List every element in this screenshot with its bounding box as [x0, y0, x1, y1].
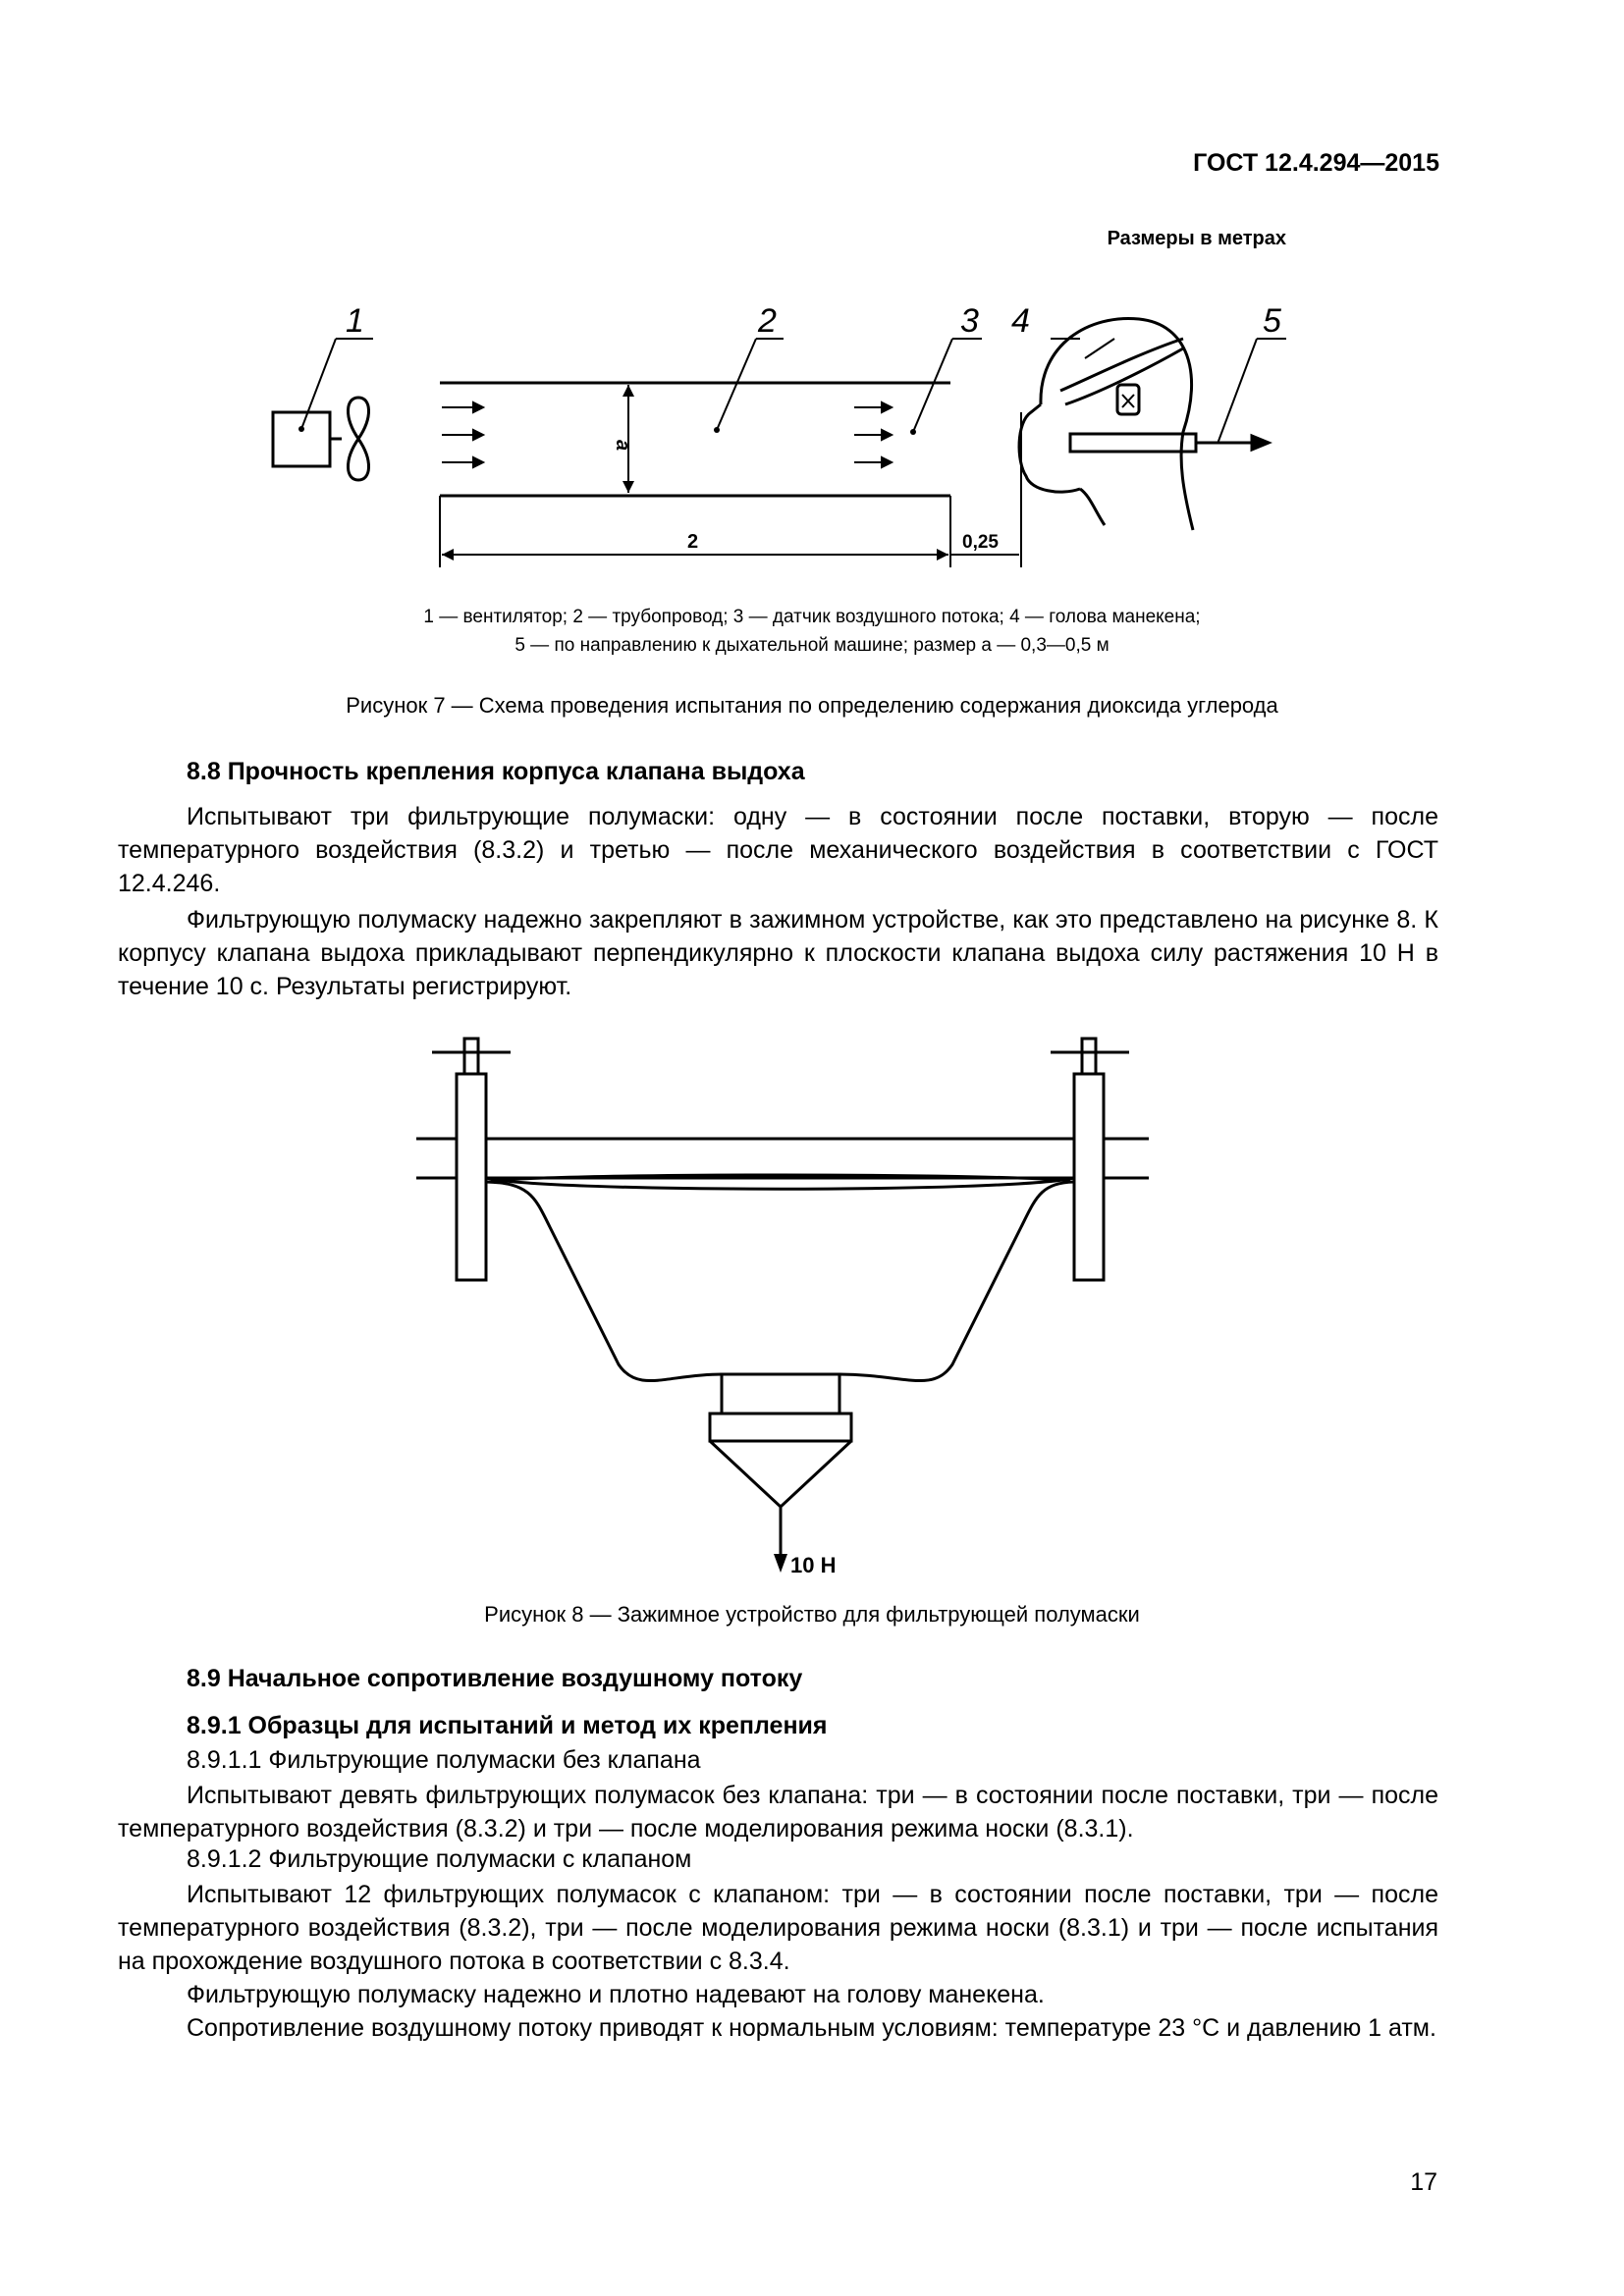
normalization-paragraph: Сопротивление воздушному потоку приводят к нормальным условиям: температуре 23 °С и давлению 1 атм.	[187, 2014, 1436, 2042]
figure-8-diagram	[393, 1021, 1178, 1580]
mask-body	[486, 1182, 722, 1381]
callout-5: 5	[1263, 302, 1281, 340]
dimension-a-label: a	[612, 440, 633, 452]
callout-3: 3	[960, 302, 979, 340]
force-label: 10 Н	[790, 1553, 837, 1577]
exhalation-valve	[722, 1374, 839, 1414]
callout-1: 1	[346, 302, 364, 340]
document-header: ГОСТ 12.4.294—2015	[1193, 149, 1439, 177]
figure-7-caption: Рисунок 7 — Схема проведения испытания по определению содержания диоксида углерода	[346, 693, 1278, 718]
item-8-9-1-2-title: 8.9.1.2 Фильтрующие полумаски с клапаном	[187, 1845, 692, 1873]
valve-icon	[1117, 385, 1139, 414]
force-arrow	[774, 1554, 787, 1573]
dimension-gap-label: 0,25	[962, 532, 999, 553]
figure-7-legend-line-2: 5 — по направлению к дыхательной машине; размер a — 0,3—0,5 м	[514, 635, 1110, 656]
section-8-8-paragraph-1: Испытывают три фильтрующие полумаски: одну — в состоянии после поставки, вторую — после температурного воздействия (8.3.2) и третью — после механического воздействия в соответствии с ГОСТ 12.4.246.	[118, 803, 1438, 897]
callout-2: 2	[758, 302, 777, 340]
airflow-arrows	[298, 385, 948, 561]
item-8-9-1-2-text: Испытывают 12 фильтрующих полумасок с клапаном: три — в состоянии после поставки, три — после температурного воздействия (8.3.2), три — после моделирования режима носки (8.3.1) и три — после испытания на прохождение воздушного потока в соответствии с 8.3.4.	[118, 1881, 1438, 1975]
item-8-9-1-1-title: 8.9.1.1 Фильтрующие полумаски без клапана	[187, 1746, 701, 1774]
dimension-length-label: 2	[687, 531, 699, 553]
manikin-head-outline	[1041, 318, 1193, 530]
section-8-8-title: 8.8 Прочность крепления корпуса клапана выдоха	[187, 758, 805, 785]
callout-4: 4	[1011, 302, 1030, 340]
figure-7-legend-line-1: 1 — вентилятор; 2 — трубопровод; 3 — датчик воздушного потока; 4 — голова манекена;	[423, 607, 1201, 627]
section-8-8-paragraph-2: Фильтрующую полумаску надежно закрепляют в зажимном устройстве, как это представлено на рисунке 8. К корпусу клапана выдоха прикладывают перпендикулярно к плоскости клапана выдоха силу растяжения 10 Н в течение 10 с. Результаты регистрируют.	[118, 906, 1438, 1000]
left-clamp	[457, 1074, 486, 1280]
mask-edge	[486, 1178, 1074, 1189]
page-number: 17	[1410, 2168, 1437, 2196]
breathing-tube	[1070, 434, 1196, 452]
section-8-9-title: 8.9 Начальное сопротивление воздушному потоку	[187, 1665, 803, 1692]
fan-icon	[348, 398, 368, 480]
fan-box	[273, 412, 330, 466]
item-8-9-1-1-text: Испытывают девять фильтрующих полумасок без клапана: три — в состоянии после поставки, три — после температурного воздействия (8.3.2) и три — после моделирования режима носки (8.3.1).	[118, 1782, 1438, 1842]
section-8-9-1-title: 8.9.1 Образцы для испытаний и метод их крепления	[187, 1712, 828, 1739]
right-clamp	[1074, 1074, 1104, 1280]
figure-8-caption: Рисунок 8 — Зажимное устройство для фильтрующей полумаски	[484, 1602, 1140, 1627]
units-note: Размеры в метрах	[1107, 228, 1286, 249]
mounting-paragraph: Фильтрующую полумаску надежно и плотно надевают на голову манекена.	[187, 1981, 1045, 2008]
figure-7-diagram	[245, 294, 1326, 579]
